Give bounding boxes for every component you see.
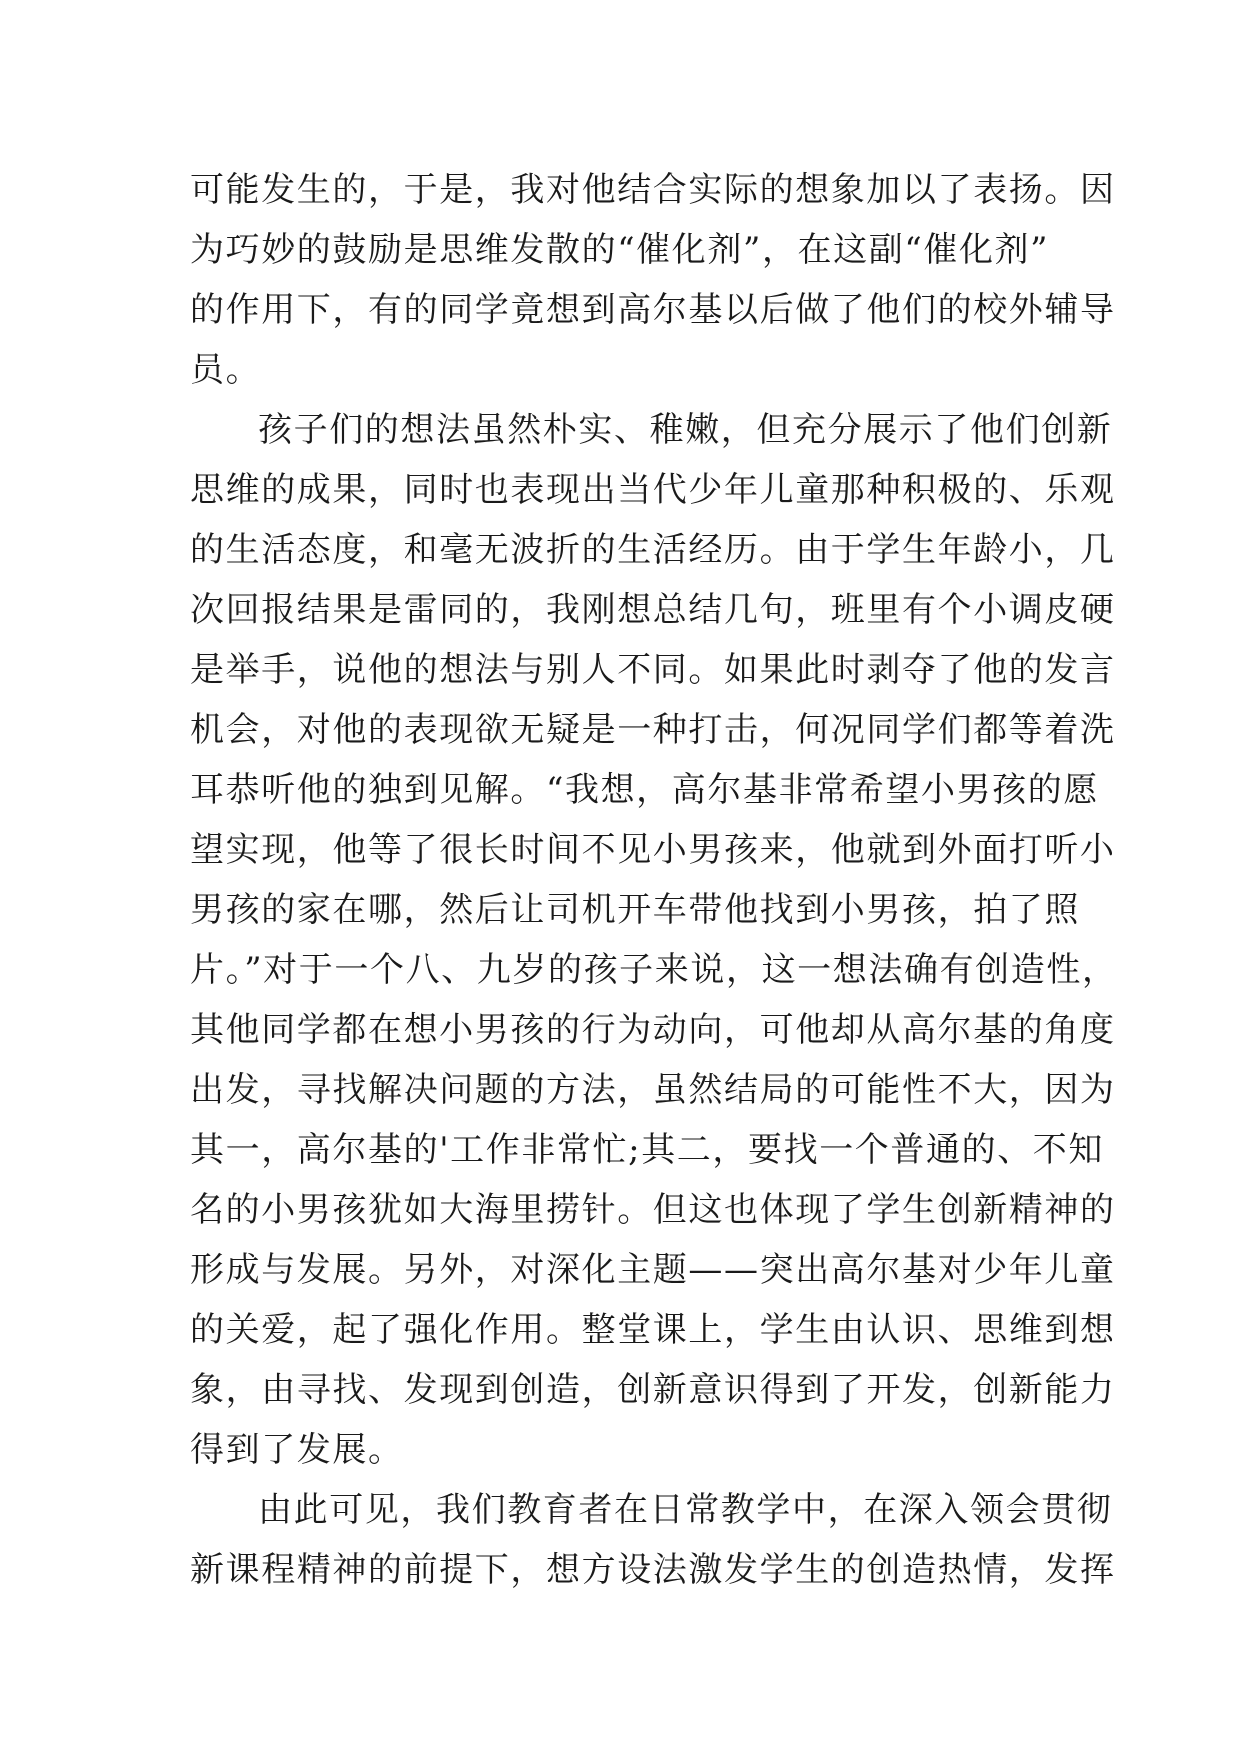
text-line: 形成与发展。另外，对深化主题——突出高尔基对少年儿童 (190, 1250, 1116, 1290)
text-line: 其一，高尔基的'工作非常忙;其二，要找一个普通的、不知 (190, 1130, 1104, 1170)
text-line: 次回报结果是雷同的，我刚想总结几句，班里有个小调皮硬 (190, 590, 1116, 630)
text-line: 可能发生的，于是，我对他结合实际的想象加以了表扬。因 (190, 170, 1116, 210)
paragraph-first-line: 孩子们的想法虽然朴实、稚嫩，但充分展示了他们创新 (258, 410, 1113, 450)
paragraph-first-line: 由此可见，我们教育者在日常教学中，在深入领会贯彻 (258, 1490, 1113, 1530)
text-line: 的作用下，有的同学竟想到高尔基以后做了他们的校外辅导 (190, 290, 1116, 330)
text-line: 望实现，他等了很长时间不见小男孩来，他就到外面打听小 (190, 830, 1116, 870)
text-line: 男孩的家在哪，然后让司机开车带他找到小男孩，拍了照 (190, 890, 1080, 930)
text-line: 新课程精神的前提下，想方设法激发学生的创造热情，发挥 (190, 1550, 1116, 1590)
body-text (190, 160, 1118, 1600)
text-line: 思维的成果，同时也表现出当代少年儿童那种积极的、乐观 (190, 470, 1116, 510)
text-line: 机会，对他的表现欲无疑是一种打击，何况同学们都等着洗 (190, 710, 1116, 750)
text-line: 的关爱，起了强化作用。整堂课上，学生由认识、思维到想 (190, 1310, 1116, 1350)
text-line: 出发，寻找解决问题的方法，虽然结局的可能性不大，因为 (190, 1070, 1116, 1110)
text-line: 是举手，说他的想法与别人不同。如果此时剥夺了他的发言 (190, 650, 1116, 690)
text-line: 为巧妙的鼓励是思维发散的“催化剂”，在这副“催化剂” (190, 230, 1050, 270)
text-line: 的生活态度，和毫无波折的生活经历。由于学生年龄小，几 (190, 530, 1116, 570)
text-line: 员。 (190, 350, 262, 390)
text-line: 其他同学都在想小男孩的行为动向，可他却从高尔基的角度 (190, 1010, 1116, 1050)
text-line: 象，由寻找、发现到创造，创新意识得到了开发，创新能力 (190, 1370, 1116, 1410)
text-line: 名的小男孩犹如大海里捞针。但这也体现了学生创新精神的 (190, 1190, 1116, 1230)
text-line: 耳恭听他的独到见解。“我想，高尔基非常希望小男孩的愿 (190, 770, 1099, 810)
text-line: 得到了发展。 (190, 1430, 404, 1470)
text-line: 片。”对于一个八、九岁的孩子来说，这一想法确有创造性， (190, 950, 1118, 990)
